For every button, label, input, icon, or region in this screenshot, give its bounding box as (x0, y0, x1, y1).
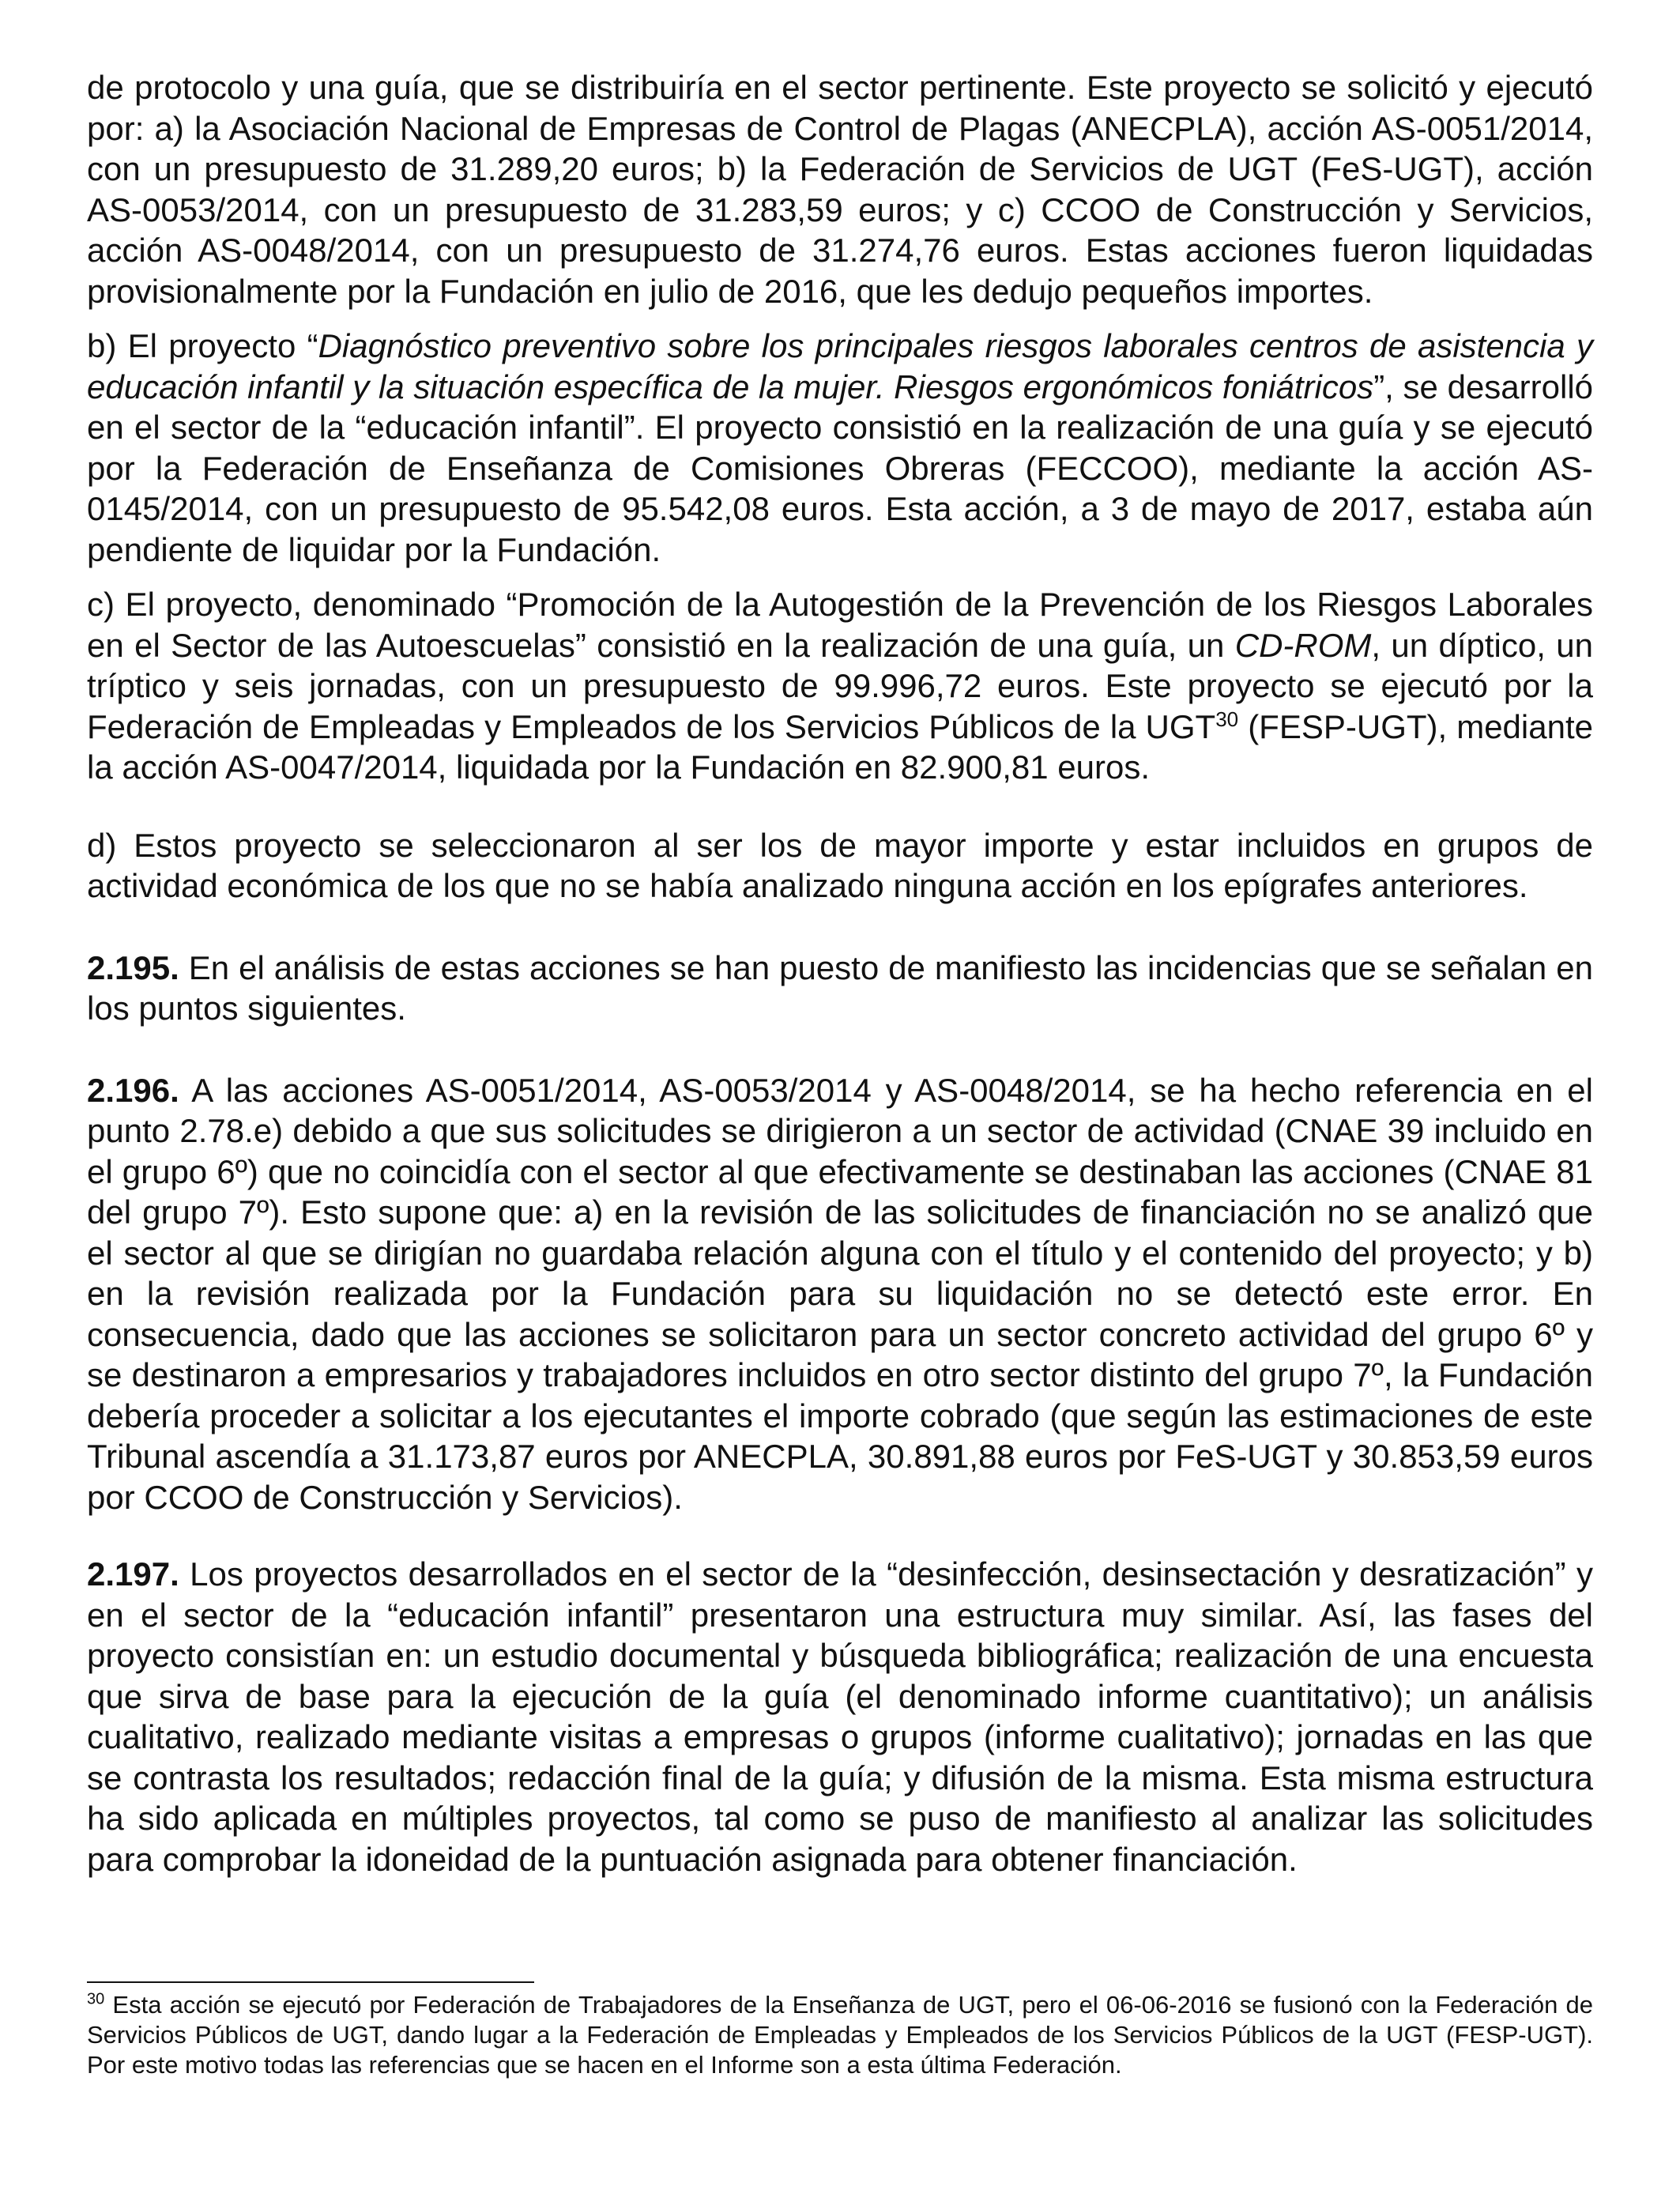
paragraph-c-italic: CD-ROM (1234, 626, 1372, 664)
paragraph-b-project-title: Diagnóstico preventivo sobre los principales riesgos laborales centros de asistencia y educación infantil y la situación específica de la mujer. Riesgos ergonómicos foniátricos (87, 327, 1593, 405)
footnote-text: Esta acción se ejecutó por Federación de Trabajadores de la Enseñanza de UGT, pero el 06-06-2016 se fusionó con la Federación de Servicios Públicos de UGT, dando lugar a la Federación de Empleadas y Empleados de los Servicios Públicos de la UGT (FESP-UGT). Por este motivo todas las referencias que se hacen en el Informe son a esta última Federación. (87, 1991, 1593, 2079)
paragraph-c (87, 584, 1593, 788)
paragraph-intro: de protocolo y una guía, que se distribuiría en el sector pertinente. Este proyecto se solicitó y ejecutó por: a) la Asociación Nacional de Empresas de Control de Plagas (ANECPLA), acción AS-0051/2014, con un presupuesto de 31.289,20 euros; b) la Federación de Servicios de UGT (FeS-UGT), acción AS-0053/2014, con un presupuesto de 31.283,59 euros; y c) CCOO de Construcción y Servicios, acción AS-0048/2014, con un presupuesto de 31.274,76 euros. Estas acciones fueron liquidadas provisionalmente por la Fundación en julio de 2016, que les dedujo pequeños importes. (87, 69, 1593, 310)
footnote-divider (87, 1981, 534, 1983)
paragraph-number: 2.195. (87, 948, 179, 986)
document-body (87, 67, 1593, 1879)
paragraph-text: En el análisis de estas acciones se han puesto de manifiesto las incidencias que se señalan en los puntos siguientes. (87, 948, 1593, 1027)
footnote (87, 1990, 1593, 2080)
paragraph-text: Los proyectos desarrollados en el sector de la “desinfección, desinsectación y desratización” y en el sector de la “educación infantil” presentaron una estructura muy similar. Así, las fases del proyecto consistían en: un estudio documental y búsqueda bibliográfica; realización de una encuesta que sirva de base para la ejecución de la guía (el denominado informe cuantitativo); un análisis cualitativo, realizado mediante visitas a empresas o grupos (informe cualitativo); jornadas en las que se contrasta los resultados; redacción final de la guía; y difusión de la misma. Esta misma estructura ha sido aplicada en múltiples proyectos, tal como se puso de manifiesto al analizar las solicitudes para comprobar la idoneidad de la puntuación asignada para obtener financiación. (87, 1555, 1593, 1878)
paragraph-b-text: ”, se desarrolló en el sector de la “educación infantil”. El proyecto consistió en la realización de una guía y se ejecutó por la Federación de Enseñanza de Comisiones Obreras (FECCOO), mediante la acción AS-0145/2014, con un presupuesto de 95.542,08 euros. Esta acción, a 3 de mayo de 2017, estaba aún pendiente de liquidar por la Fundación. (87, 368, 1594, 568)
paragraph-c-part2: , un díptico, un tríptico y seis jornadas, con un presupuesto de 99.996,72 euros. Este proyecto se ejecutó por la Federación de Empleadas y Empleados de los Servicios Públicos de la UGT (87, 626, 1594, 745)
paragraph-c-part3: (FESP-UGT), mediante la acción AS-0047/2014, liquidada por la Fundación en 82.900,81 euros. (87, 707, 1593, 786)
paragraph-2-196 (87, 1070, 1593, 1518)
paragraph-number: 2.196. (87, 1071, 179, 1109)
paragraph-c-part1: c) El proyecto, denominado “Promoción de la Autogestión de la Prevención de los Riesgos Laborales en el Sector de las Autoescuelas” consistió en la realización de una guía, un (87, 586, 1593, 664)
paragraph-text: A las acciones AS-0051/2014, AS-0053/2014 y AS-0048/2014, se ha hecho referencia en el punto 2.78.e) debido a que sus solicitudes se dirigieron a un sector de actividad (CNAE 39 incluido en el grupo 6º) que no coincidía con el sector al que efectivamente se destinaban las acciones (CNAE 81 del grupo 7º). Esto supone que: a) en la revisión de las solicitudes de financiación no se analizó que el sector al que se dirigían no guardaba relación alguna con el título y el contenido del proyecto; y b) en la revisión realizada por la Fundación para su liquidación no se detectó este error. En consecuencia, dado que las acciones se solicitaron para un sector concreto actividad del grupo 6º y se destinaron a empresarios y trabajadores incluidos en otro sector distinto del grupo 7º, la Fundación debería proceder a solicitar a los ejecutantes el importe cobrado (que según las estimaciones de este Tribunal ascendía a 31.173,87 euros por ANECPLA, 30.891,88 euros por FeS-UGT y 30.853,59 euros por CCOO de Construcción y Servicios). (87, 1071, 1593, 1516)
footnote-reference[interactable]: 30 (1215, 707, 1239, 731)
paragraph-number: 2.197. (87, 1555, 179, 1593)
paragraph-2-197 (87, 1554, 1593, 1879)
paragraph-b (87, 326, 1593, 570)
paragraph-d: d) Estos proyecto se seleccionaron al ser los de mayor importe y estar incluidos en grupos de actividad económica de los que no se había analizado ninguna acción en los epígrafes anteriores. (87, 826, 1593, 904)
paragraph-b-prefix: b) El proyecto “ (87, 327, 318, 364)
paragraph-2-195 (87, 948, 1593, 1029)
footnote-number: 30 (87, 1990, 105, 2008)
